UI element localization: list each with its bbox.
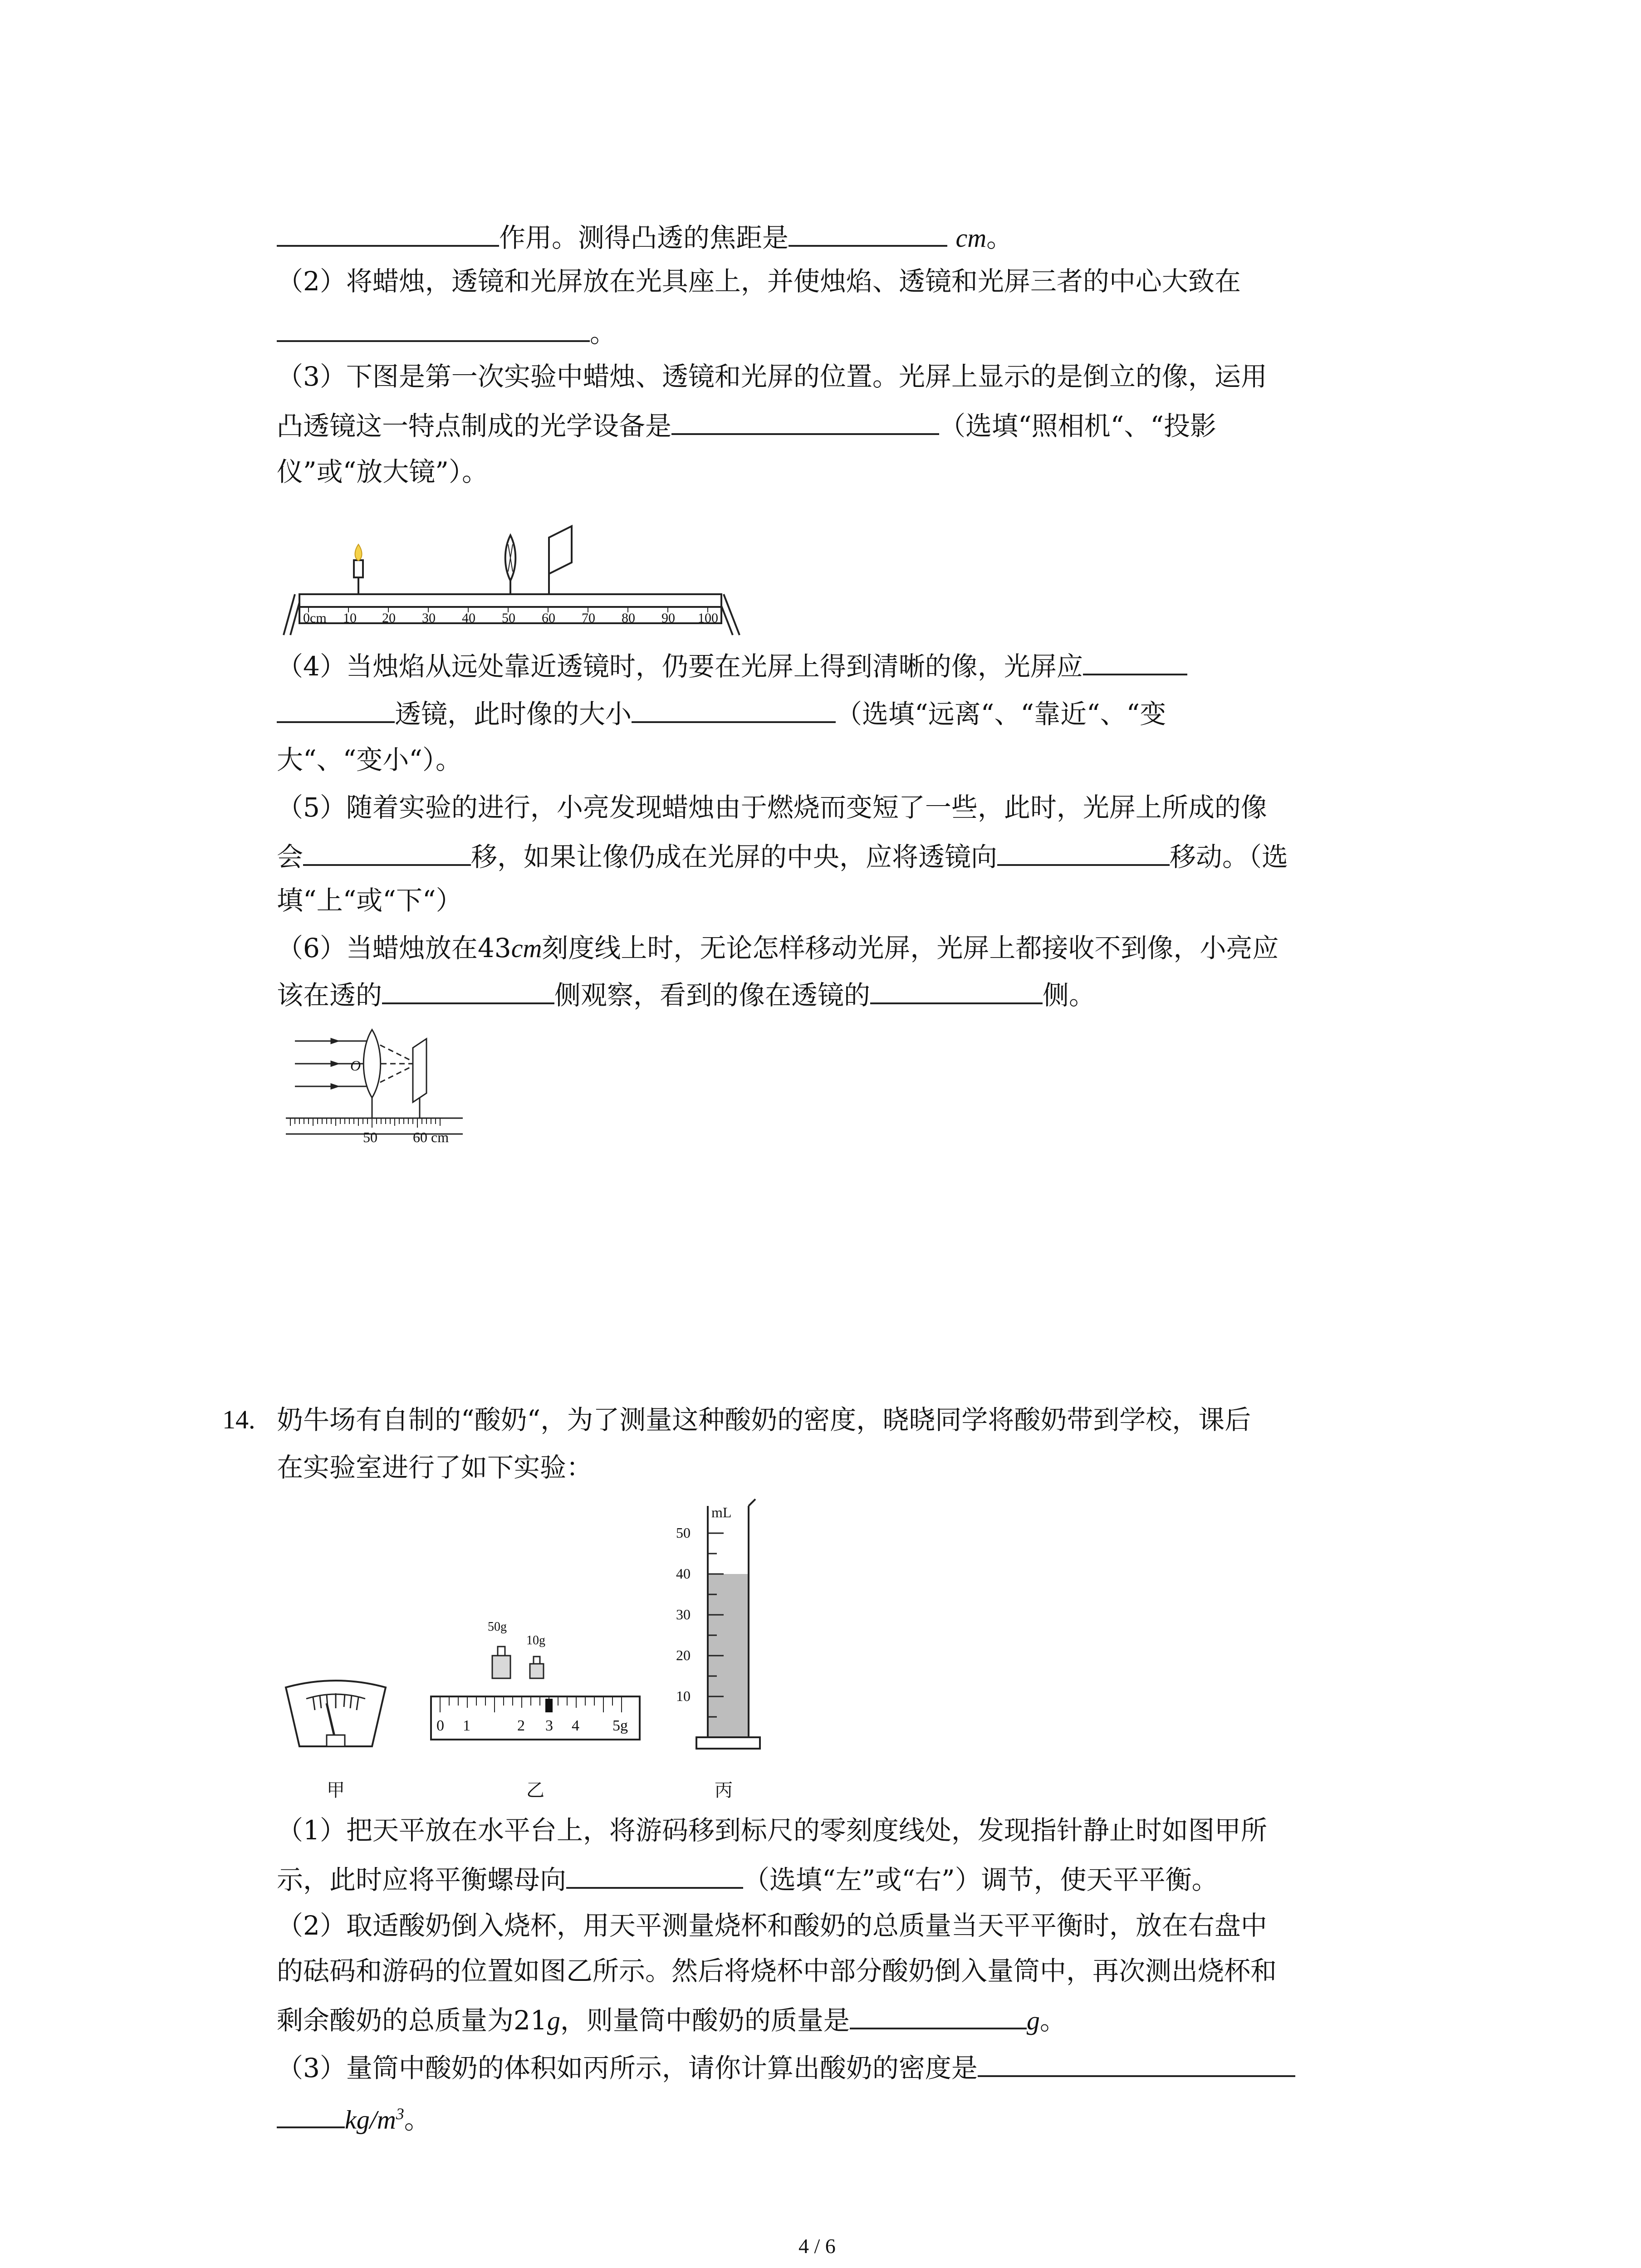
bench-tick: 10 [343,611,357,626]
q14-line-1: 奶牛场有自制的“酸奶“，为了测量这种酸奶的密度，晓晓同学将酸奶带到学校，课后 [277,1404,1251,1435]
balance-pointer-figure [281,1678,390,1769]
answer-blank[interactable] [870,975,1043,1004]
bench-tick: 70 [582,611,595,626]
rider-tick: 5g [612,1717,628,1734]
answer-blank[interactable] [277,313,590,342]
answer-blank[interactable] [789,218,947,247]
q14-part2-line-2: 的砝码和游码的位置如图乙所示。然后将烧杯中部分酸奶倒入量筒中，再次测出烧杯和 [277,1955,1277,1986]
weight-label-10g: 10g [526,1633,545,1647]
q13-part4-line-1: （4）当烛焰从远处靠近透镜时，仍要在光屏上得到清晰的像，光屏应 [277,646,1187,684]
q14-part3-line-2: $kg/m^3$。 [277,2096,431,2138]
page-number: 4 / 6 [798,2234,836,2258]
answer-blank[interactable] [277,694,395,723]
ruler-tick: 50 [363,1129,377,1143]
cylinder-tick: 40 [676,1565,691,1582]
answer-blank[interactable] [303,837,471,866]
cylinder-tick: 20 [676,1647,691,1663]
q13-line-1: 作用。测得凸透的焦距是 cm。 [277,218,1013,256]
answer-blank[interactable] [671,406,939,435]
graduated-cylinder-figure [671,1497,771,1765]
q13-part3-line-1: （3）下图是第一次实验中蜡烛、透镜和光屏的位置。光屏上显示的是倒立的像，运用 [277,361,1267,392]
bench-tick: 0cm [303,611,327,626]
rider-tick: 4 [572,1717,579,1734]
bench-tick: 80 [622,611,635,626]
q13-part5-line-2: 会 移，如果让像仍成在光屏的中央，应将透镜向 移动。（选 [277,837,1288,875]
cylinder-tick: 10 [676,1688,691,1704]
rider-marker [545,1699,553,1712]
lens-focal-figure [281,1021,472,1143]
q14-part2-line-1: （2）取适酸奶倒入烧杯，用天平测量烧杯和酸奶的总质量当天平平衡时，放在右盘中 [277,1910,1267,1941]
q14-line-2: 在实验室进行了如下实验： [277,1452,593,1483]
q14-part1-line-1: （1）把天平放在水平台上，将游码移到标尺的零刻度线处，发现指针静止时如图甲所 [277,1815,1267,1846]
bench-tick: 40 [462,611,475,626]
bench-tick: 50 [502,611,515,626]
answer-blank[interactable] [1083,646,1187,675]
rider-tick: 2 [517,1717,525,1734]
answer-blank[interactable] [277,218,499,247]
focal-point-label: O [350,1057,361,1074]
bench-tick: 100 [698,611,718,626]
bench-tick: 30 [422,611,436,626]
caption-yi: 乙 [526,1780,544,1801]
q13-part6-line-1: （6）当蜡烛放在43cm刻度线上时，无论怎样移动光屏，光屏上都接收不到像，小亮应 [277,933,1279,963]
cylinder-unit: mL [711,1504,732,1520]
answer-blank[interactable] [978,2048,1295,2077]
cylinder-tick: 50 [676,1525,691,1541]
caption-jia: 甲 [327,1780,345,1801]
q14-number: 14. [222,1405,255,1434]
rider-tick: 3 [545,1717,553,1734]
q14-part2-line-3: 剩余酸奶的总质量为21g，则量筒中酸奶的质量是 g。 [277,2000,1066,2039]
rider-tick: 0 [436,1717,444,1734]
optical-bench-figure [281,517,749,640]
q13-part2-line-2: 。 [277,313,616,351]
bench-tick: 20 [382,611,396,626]
flame-icon [355,544,362,561]
ruler-tick: 60 [413,1129,427,1143]
q13-part5-line-3: 填“上“或“下“） [277,885,462,916]
weight-label-50g: 50g [488,1620,507,1634]
cylinder-tick: 30 [676,1606,691,1623]
q14-part3-line-1: （3）量筒中酸奶的体积如丙所示，请你计算出酸奶的密度是 [277,2048,1295,2086]
q14-part1-line-2: 示，此时应将平衡螺母向 （选填“左”或“右”）调节，使天平平衡。 [277,1860,1218,1898]
bench-tick: 90 [661,611,675,626]
bench-tick: 60 [542,611,555,626]
q13-part4-line-2: 透镜，此时像的大小 （选填“远离“、“靠近“、“变 [277,694,1166,732]
answer-blank[interactable] [277,2099,345,2128]
q13-part4-line-3: 大“、“变小“）。 [277,744,462,775]
answer-blank[interactable] [566,1860,743,1889]
ruler-unit: cm [431,1129,449,1143]
balance-weights-figure [426,1615,644,1765]
answer-blank[interactable] [850,2000,1027,2029]
caption-bing: 丙 [715,1780,733,1801]
answer-blank[interactable] [632,694,836,723]
q13-part5-line-1: （5）随着实验的进行，小亮发现蜡烛由于燃烧而变短了一些，此时，光屏上所成的像 [277,792,1267,823]
q13-part3-line-2: 凸透镜这一特点制成的光学设备是 （选填“照相机“、“投影 [277,406,1216,444]
q13-part3-line-3: 仪”或“放大镜”）。 [277,456,488,487]
answer-blank[interactable] [997,837,1170,866]
rider-tick: 1 [463,1717,470,1734]
q13-part2-line-1: （2）将蜡烛，透镜和光屏放在光具座上，并使烛焰、透镜和光屏三者的中心大致在 [277,266,1241,297]
q13-part6-line-2: 该在透的 侧观察，看到的像在透镜的 侧。 [277,975,1095,1013]
answer-blank[interactable] [382,975,554,1004]
